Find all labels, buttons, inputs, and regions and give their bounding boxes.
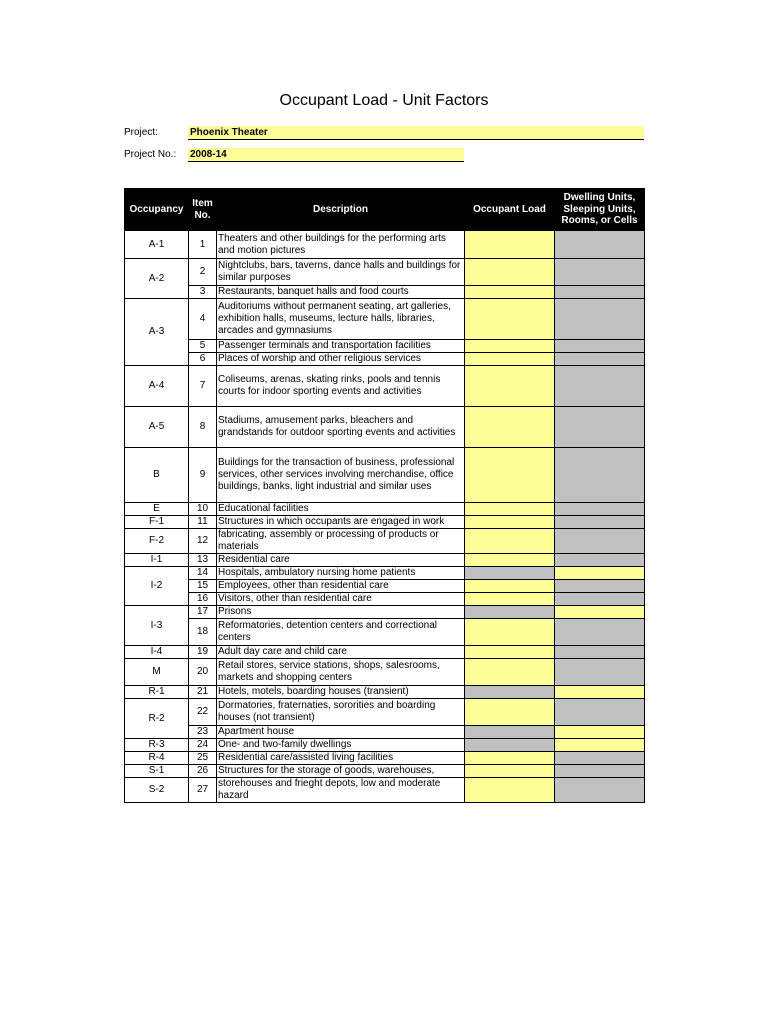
description-cell bbox=[217, 580, 465, 593]
table-row bbox=[125, 739, 645, 752]
item-no-cell: 23 bbox=[189, 726, 217, 739]
dwelling-units-input[interactable] bbox=[555, 606, 645, 619]
description-cell bbox=[217, 699, 465, 726]
table-row bbox=[125, 646, 645, 659]
occupancy-cell: R-4 bbox=[125, 752, 189, 765]
occupancy-cell: A-4 bbox=[125, 366, 189, 407]
description-text: Residential care bbox=[218, 554, 290, 565]
occupancy-cell: A-1 bbox=[125, 231, 189, 259]
occupant-load-input[interactable] bbox=[465, 407, 555, 448]
table-row bbox=[125, 259, 645, 286]
occupancy-cell: A-2 bbox=[125, 259, 189, 299]
description-cell bbox=[217, 646, 465, 659]
project-field[interactable]: Phoenix Theater bbox=[188, 126, 644, 140]
dwelling-units-input[interactable] bbox=[555, 739, 645, 752]
occupancy-cell: F-1 bbox=[125, 516, 189, 529]
description-cell bbox=[217, 366, 465, 407]
occupancy-cell: R-2 bbox=[125, 699, 189, 739]
dwelling-units-input bbox=[555, 554, 645, 567]
item-no-cell: 5 bbox=[189, 340, 217, 353]
occupant-load-input[interactable] bbox=[465, 646, 555, 659]
dwelling-units-input bbox=[555, 752, 645, 765]
table-row bbox=[125, 752, 645, 765]
occupant-load-input bbox=[465, 739, 555, 752]
table-row bbox=[125, 366, 645, 407]
occupant-load-input[interactable] bbox=[465, 765, 555, 778]
occupant-load-input bbox=[465, 567, 555, 580]
table-row bbox=[125, 699, 645, 726]
description-text: Structures in which occupants are engaged in work bbox=[218, 516, 445, 527]
item-no-cell: 2 bbox=[189, 259, 217, 286]
dwelling-units-input bbox=[555, 366, 645, 407]
table-row bbox=[125, 686, 645, 699]
occupancy-cell: I-1 bbox=[125, 554, 189, 567]
project-label: Project: bbox=[124, 127, 158, 138]
occupant-load-table bbox=[124, 188, 645, 803]
item-no-cell: 15 bbox=[189, 580, 217, 593]
description-text: Buildings for the transaction of business, professional services, other services involving merchandise, office buildings, banks, light industrial and similar uses bbox=[218, 457, 455, 492]
description-text: Auditoriums without permanent seating, art galleries, exhibition halls, museums, lecture halls, libraries, arcades and gymnasiums bbox=[218, 301, 451, 336]
occupant-load-input[interactable] bbox=[465, 593, 555, 606]
description-text: Places of worship and other religious services bbox=[218, 353, 421, 364]
description-cell bbox=[217, 516, 465, 529]
item-no-cell: 1 bbox=[189, 231, 217, 259]
description-cell bbox=[217, 619, 465, 646]
occupancy-cell: R-3 bbox=[125, 739, 189, 752]
occupant-load-input[interactable] bbox=[465, 299, 555, 340]
description-cell bbox=[217, 231, 465, 259]
description-text: Adult day care and child care bbox=[218, 646, 347, 657]
table-row bbox=[125, 593, 645, 606]
item-no-cell: 19 bbox=[189, 646, 217, 659]
description-text: Hospitals, ambulatory nursing home patients bbox=[218, 567, 416, 578]
occupant-load-input[interactable] bbox=[465, 778, 555, 803]
table-row bbox=[125, 448, 645, 503]
item-no-cell: 24 bbox=[189, 739, 217, 752]
occupant-load-input bbox=[465, 726, 555, 739]
occupant-load-input[interactable] bbox=[465, 619, 555, 646]
description-text: Reformatories, detention centers and correctional centers bbox=[218, 620, 438, 643]
description-cell bbox=[217, 752, 465, 765]
table-row bbox=[125, 567, 645, 580]
table-row bbox=[125, 765, 645, 778]
occupancy-cell: M bbox=[125, 659, 189, 686]
table-row bbox=[125, 778, 645, 803]
description-cell bbox=[217, 765, 465, 778]
occupancy-cell: F-2 bbox=[125, 529, 189, 554]
header-occupant-load: Occupant Load bbox=[465, 189, 555, 231]
occupant-load-input[interactable] bbox=[465, 554, 555, 567]
item-no-cell: 21 bbox=[189, 686, 217, 699]
dwelling-units-input bbox=[555, 619, 645, 646]
occupant-load-input bbox=[465, 686, 555, 699]
occupant-load-input[interactable] bbox=[465, 448, 555, 503]
description-cell bbox=[217, 778, 465, 803]
table-row bbox=[125, 340, 645, 353]
description-cell bbox=[217, 593, 465, 606]
description-text: Restaurants, banquet halls and food courts bbox=[218, 286, 409, 297]
description-cell bbox=[217, 686, 465, 699]
description-cell bbox=[217, 529, 465, 554]
item-no-cell: 3 bbox=[189, 286, 217, 299]
occupancy-cell: E bbox=[125, 503, 189, 516]
description-cell bbox=[217, 739, 465, 752]
header-occupancy: Occupancy bbox=[125, 189, 189, 231]
dwelling-units-input bbox=[555, 299, 645, 340]
dwelling-units-input bbox=[555, 286, 645, 299]
table-row bbox=[125, 726, 645, 739]
description-cell bbox=[217, 659, 465, 686]
description-text: Hotels, motels, boarding houses (transient) bbox=[218, 686, 409, 697]
header-dwelling-units: Dwelling Units, Sleeping Units, Rooms, or Cells bbox=[555, 189, 645, 231]
occupant-load-input[interactable] bbox=[465, 353, 555, 366]
description-text: Educational facilities bbox=[218, 503, 309, 514]
table-row bbox=[125, 529, 645, 554]
dwelling-units-input[interactable] bbox=[555, 686, 645, 699]
dwelling-units-input bbox=[555, 448, 645, 503]
description-text: Dormatories, fraternaties, sororities and boarding houses (not transient) bbox=[218, 700, 436, 723]
dwelling-units-input bbox=[555, 231, 645, 259]
occupancy-cell: A-3 bbox=[125, 299, 189, 366]
occupancy-cell: I-2 bbox=[125, 567, 189, 606]
item-no-cell: 8 bbox=[189, 407, 217, 448]
description-cell bbox=[217, 554, 465, 567]
occupant-load-input[interactable] bbox=[465, 529, 555, 554]
dwelling-units-input bbox=[555, 778, 645, 803]
dwelling-units-input bbox=[555, 593, 645, 606]
table-row bbox=[125, 619, 645, 646]
item-no-cell: 27 bbox=[189, 778, 217, 803]
occupant-load-input[interactable] bbox=[465, 366, 555, 407]
dwelling-units-input bbox=[555, 353, 645, 366]
description-text: Prisons bbox=[218, 606, 252, 617]
dwelling-units-input bbox=[555, 659, 645, 686]
description-cell bbox=[217, 299, 465, 340]
table-row bbox=[125, 231, 645, 259]
occupant-load-input[interactable] bbox=[465, 699, 555, 726]
description-cell bbox=[217, 259, 465, 286]
description-cell bbox=[217, 407, 465, 448]
dwelling-units-input bbox=[555, 765, 645, 778]
dwelling-units-input bbox=[555, 699, 645, 726]
description-cell bbox=[217, 448, 465, 503]
description-cell bbox=[217, 726, 465, 739]
description-text: storehouses and frieght depots, low and moderate hazard bbox=[218, 778, 441, 801]
table-row bbox=[125, 606, 645, 619]
item-no-cell: 9 bbox=[189, 448, 217, 503]
project-no-field[interactable]: 2008-14 bbox=[188, 148, 464, 162]
occupancy-cell: S-2 bbox=[125, 778, 189, 803]
item-no-cell: 14 bbox=[189, 567, 217, 580]
table-row bbox=[125, 580, 645, 593]
item-no-cell: 10 bbox=[189, 503, 217, 516]
occupant-load-input[interactable] bbox=[465, 286, 555, 299]
dwelling-units-input bbox=[555, 259, 645, 286]
dwelling-units-input bbox=[555, 503, 645, 516]
table-body bbox=[125, 231, 645, 803]
dwelling-units-input bbox=[555, 529, 645, 554]
description-text: Retail stores, service stations, shops, salesrooms, markets and shopping centers bbox=[218, 660, 440, 683]
occupancy-cell: S-1 bbox=[125, 765, 189, 778]
table-row bbox=[125, 659, 645, 686]
item-no-cell: 16 bbox=[189, 593, 217, 606]
description-text: Visitors, other than residential care bbox=[218, 593, 372, 604]
table-row bbox=[125, 353, 645, 366]
page-title: Occupant Load - Unit Factors bbox=[279, 92, 489, 109]
occupant-load-input[interactable] bbox=[465, 752, 555, 765]
description-cell bbox=[217, 286, 465, 299]
occupant-load-input[interactable] bbox=[465, 340, 555, 353]
description-text: Coliseums, arenas, skating rinks, pools and tennis courts for indoor sporting events and activities bbox=[218, 374, 441, 397]
project-no-label: Project No.: bbox=[124, 149, 177, 160]
dwelling-units-input bbox=[555, 646, 645, 659]
occupancy-cell: A-5 bbox=[125, 407, 189, 448]
occupant-load-input[interactable] bbox=[465, 516, 555, 529]
description-text: fabricating, assembly or processing of products or materials bbox=[218, 529, 439, 552]
item-no-cell: 20 bbox=[189, 659, 217, 686]
occupant-load-input[interactable] bbox=[465, 659, 555, 686]
description-cell bbox=[217, 340, 465, 353]
description-cell bbox=[217, 567, 465, 580]
occupant-load-input[interactable] bbox=[465, 580, 555, 593]
table-row bbox=[125, 554, 645, 567]
occupant-load-input[interactable] bbox=[465, 503, 555, 516]
description-cell bbox=[217, 353, 465, 366]
item-no-cell: 17 bbox=[189, 606, 217, 619]
occupancy-cell: R-1 bbox=[125, 686, 189, 699]
description-text: Employees, other than residential care bbox=[218, 580, 389, 591]
dwelling-units-input bbox=[555, 580, 645, 593]
item-no-cell: 18 bbox=[189, 619, 217, 646]
dwelling-units-input[interactable] bbox=[555, 567, 645, 580]
table-row bbox=[125, 516, 645, 529]
occupant-load-input[interactable] bbox=[465, 259, 555, 286]
dwelling-units-input bbox=[555, 407, 645, 448]
description-text: Residential care/assisted living facilities bbox=[218, 752, 394, 763]
dwelling-units-input[interactable] bbox=[555, 726, 645, 739]
item-no-cell: 6 bbox=[189, 353, 217, 366]
description-text: Structures for the storage of goods, warehouses, bbox=[218, 765, 435, 776]
description-text: Passenger terminals and transportation facilities bbox=[218, 340, 431, 351]
item-no-cell: 25 bbox=[189, 752, 217, 765]
table-row bbox=[125, 407, 645, 448]
item-no-cell: 22 bbox=[189, 699, 217, 726]
header-description: Description bbox=[217, 189, 465, 231]
occupancy-cell: I-4 bbox=[125, 646, 189, 659]
description-text: Apartment house bbox=[218, 726, 295, 737]
item-no-cell: 12 bbox=[189, 529, 217, 554]
dwelling-units-input bbox=[555, 516, 645, 529]
item-no-cell: 11 bbox=[189, 516, 217, 529]
table-row bbox=[125, 299, 645, 340]
occupant-load-input[interactable] bbox=[465, 231, 555, 259]
item-no-cell: 13 bbox=[189, 554, 217, 567]
description-text: One- and two-family dwellings bbox=[218, 739, 352, 750]
table-row bbox=[125, 286, 645, 299]
occupancy-cell: B bbox=[125, 448, 189, 503]
description-text: Nightclubs, bars, taverns, dance halls and buildings for similar purposes bbox=[218, 260, 461, 283]
item-no-cell: 26 bbox=[189, 765, 217, 778]
table-row bbox=[125, 503, 645, 516]
occupancy-cell: I-3 bbox=[125, 606, 189, 646]
description-text: Stadiums, amusement parks, bleachers and grandstands for outdoor sporting events and activities bbox=[218, 415, 456, 438]
header-item-no: Item No. bbox=[189, 189, 217, 231]
occupant-load-input bbox=[465, 606, 555, 619]
item-no-cell: 7 bbox=[189, 366, 217, 407]
dwelling-units-input bbox=[555, 340, 645, 353]
description-text: Theaters and other buildings for the performing arts and motion pictures bbox=[218, 232, 446, 256]
item-no-cell: 4 bbox=[189, 299, 217, 340]
description-cell bbox=[217, 503, 465, 516]
description-cell bbox=[217, 606, 465, 619]
